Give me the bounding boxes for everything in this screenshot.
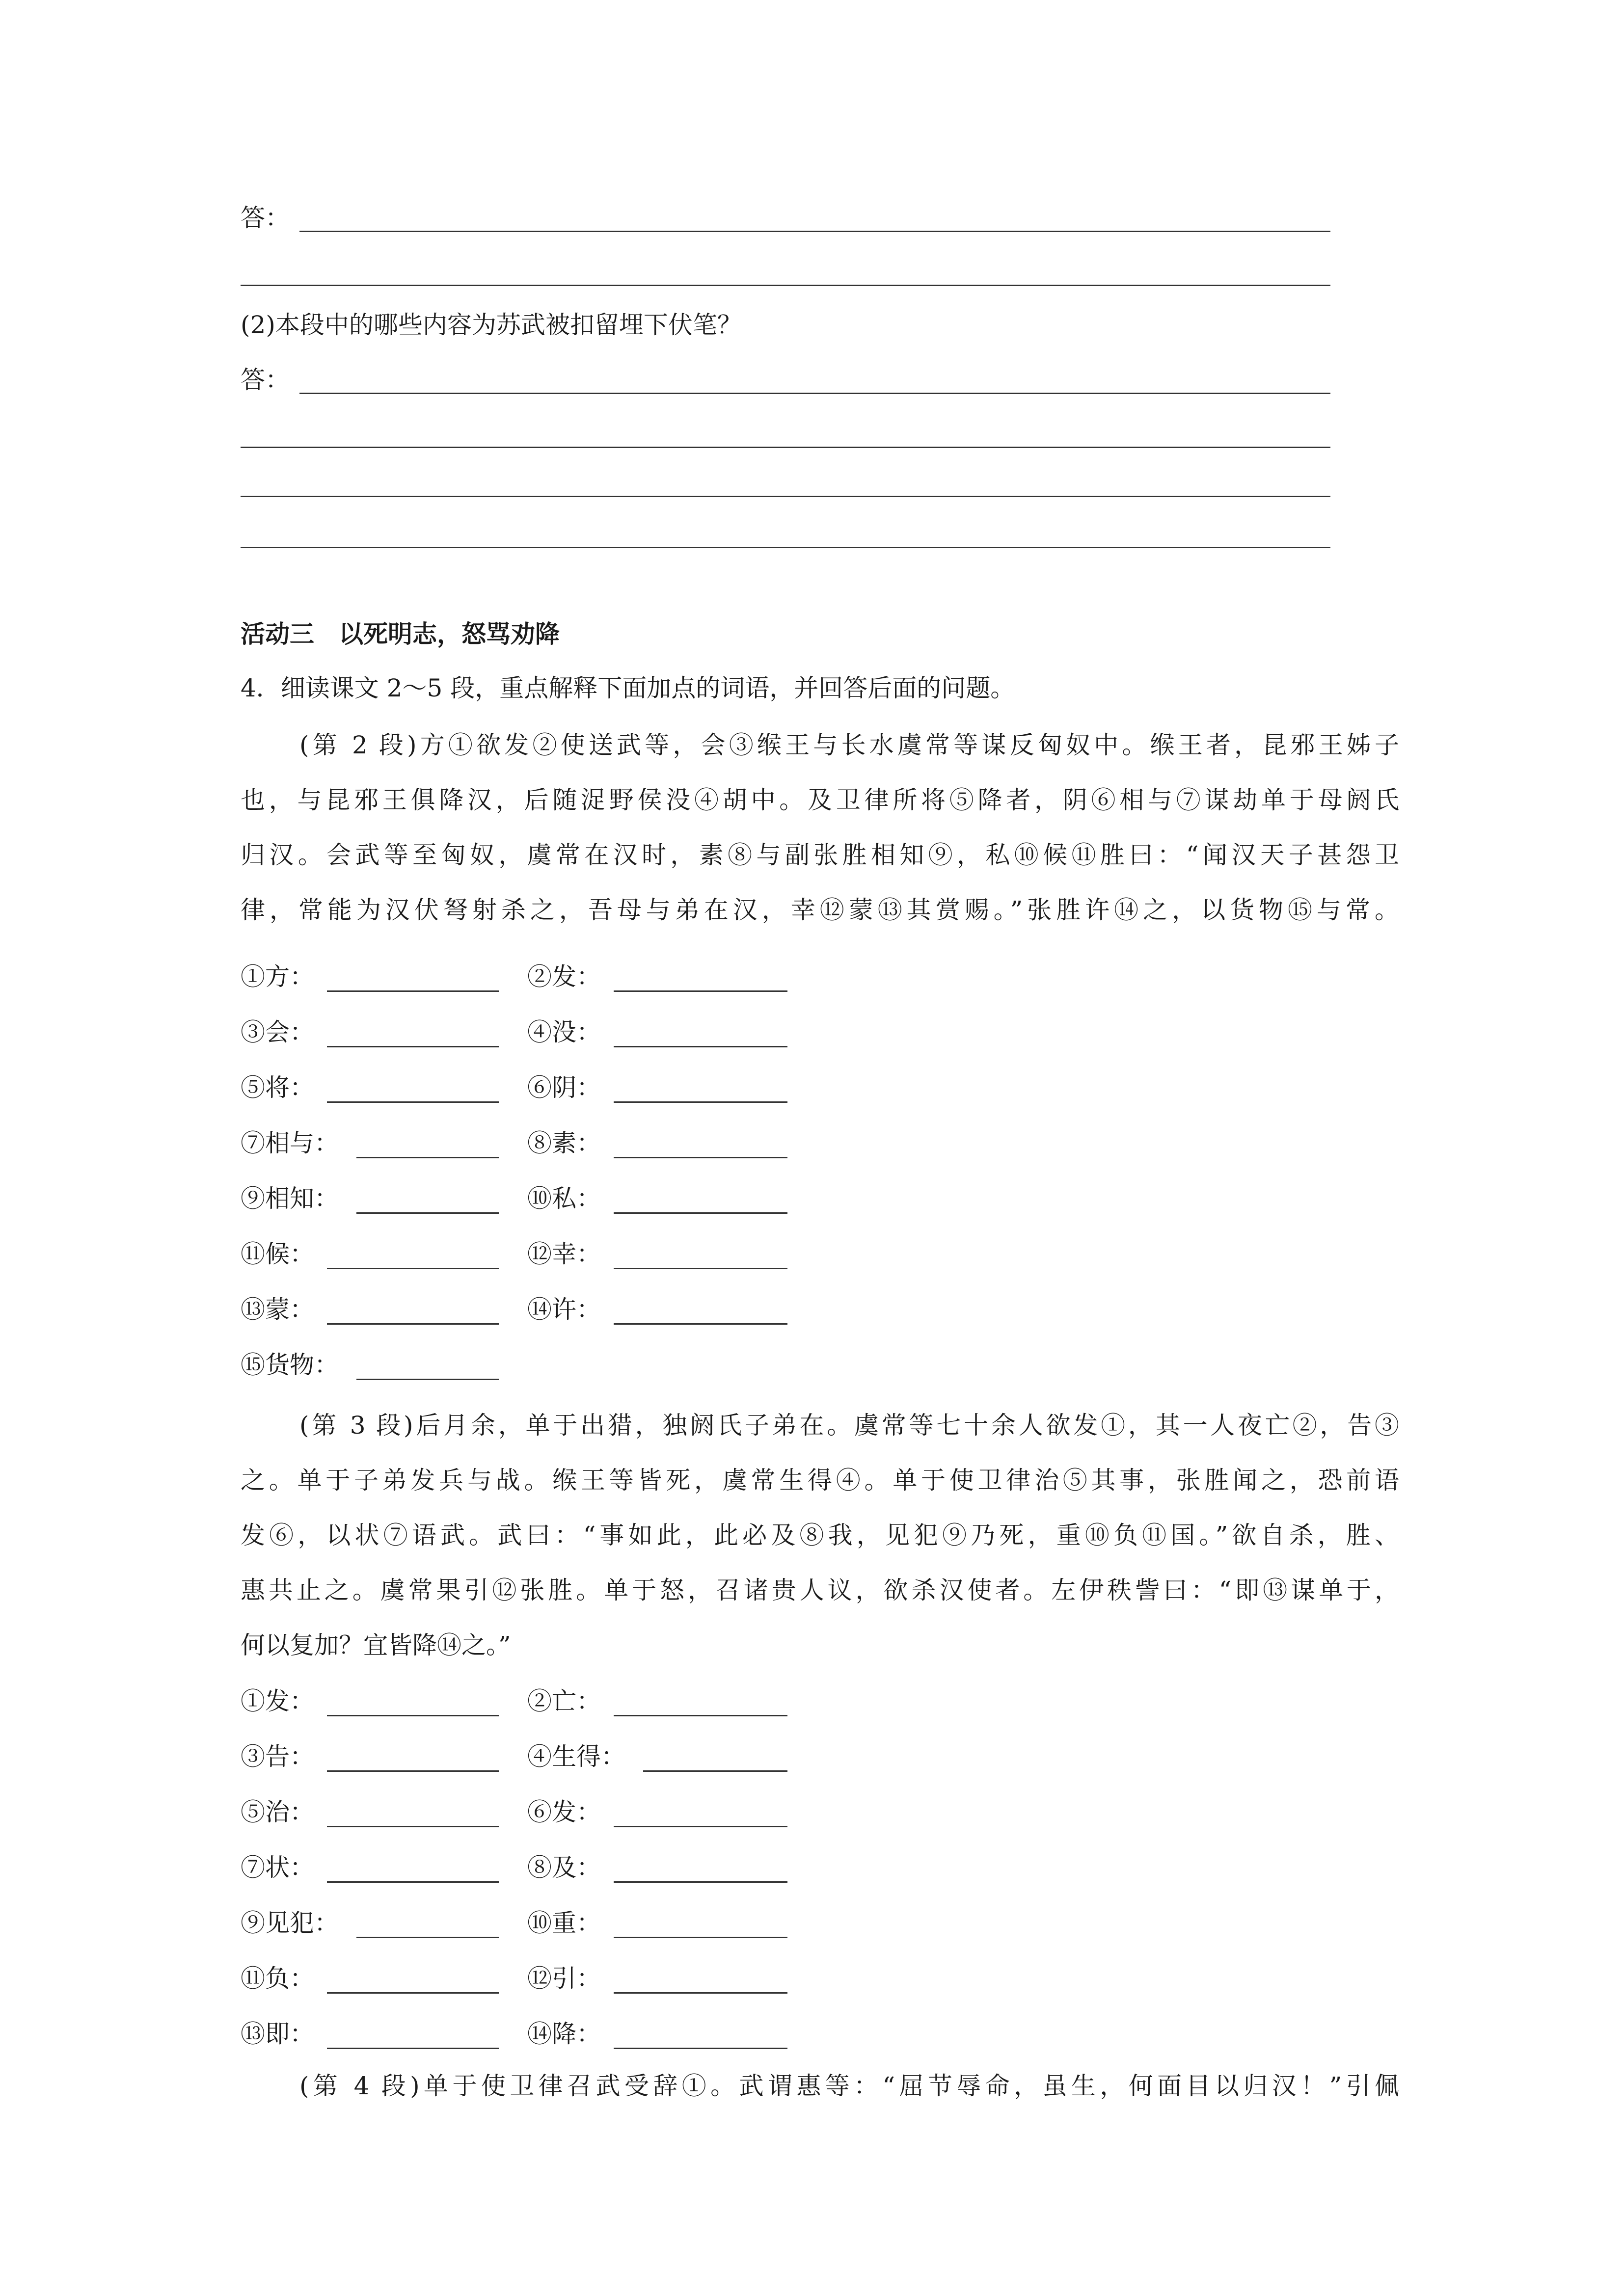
- vocab-label: ⑥发：: [527, 1798, 601, 1826]
- paragraph-line: 发⑥，以状⑦语武。武曰：“事如此，此必及⑧我，见犯⑨乃死，重⑩负⑪国。”欲自杀，胜、: [241, 1521, 1399, 1549]
- vocab-blank[interactable]: [614, 1268, 787, 1269]
- vocab-label: ⑧及：: [527, 1853, 601, 1882]
- vocab-blank[interactable]: [614, 1157, 787, 1158]
- answer-label: 答：: [241, 204, 290, 232]
- vocab-label: ①发：: [241, 1687, 314, 1715]
- vocab-blank[interactable]: [614, 1937, 787, 1938]
- vocab-blank[interactable]: [327, 1323, 499, 1325]
- vocab-blank[interactable]: [614, 1826, 787, 1827]
- answer-label: 答：: [241, 366, 290, 394]
- vocab-blank[interactable]: [356, 1157, 499, 1158]
- vocab-blank[interactable]: [327, 1101, 499, 1103]
- vocab-blank[interactable]: [327, 990, 499, 992]
- vocab-blank[interactable]: [614, 1992, 787, 1994]
- vocab-blank[interactable]: [327, 2048, 499, 2049]
- vocab-blank[interactable]: [327, 1715, 499, 1716]
- vocab-label: ⑬即：: [241, 2020, 314, 2048]
- vocab-label: ⑩私：: [527, 1184, 601, 1213]
- vocab-blank[interactable]: [356, 1379, 499, 1380]
- vocab-label: ⑩重：: [527, 1909, 601, 1937]
- vocab-label: ⑭许：: [527, 1295, 601, 1324]
- vocab-label: ④没：: [527, 1018, 601, 1046]
- vocab-label: ⑤治：: [241, 1798, 314, 1826]
- vocab-label: ⑤将：: [241, 1073, 314, 1102]
- question-2: (2)本段中的哪些内容为苏武被扣留埋下伏笔？: [241, 311, 742, 339]
- paragraph-line: (第 4 段)单于使卫律召武受辞①。武谓惠等：“屈节辱命，虽生，何面目以归汉！”引佩: [299, 2072, 1399, 2100]
- vocab-blank[interactable]: [327, 1770, 499, 1772]
- section-title: 活动三 以死明志，怒骂劝降: [241, 620, 560, 648]
- vocab-blank[interactable]: [327, 1881, 499, 1883]
- paragraph-3: [241, 1398, 1399, 1673]
- paragraph-4: [241, 2058, 1399, 2113]
- vocab-blank[interactable]: [327, 1268, 499, 1269]
- answer-line[interactable]: [241, 285, 1330, 286]
- vocab-blank[interactable]: [356, 1937, 499, 1938]
- vocab-label: ⑨相知：: [241, 1184, 339, 1213]
- vocab-label: ⑦相与：: [241, 1129, 339, 1157]
- answer-line[interactable]: [241, 447, 1330, 448]
- paragraph-line: 何以复加？宜皆降⑭之。”: [241, 1631, 511, 1659]
- vocab-blank[interactable]: [327, 1992, 499, 1994]
- vocab-label: ③告：: [241, 1742, 314, 1771]
- vocab-label: ⑫幸：: [527, 1240, 601, 1268]
- vocab-label: ①方：: [241, 962, 314, 991]
- vocab-label: ⑦状：: [241, 1853, 314, 1882]
- question-4: 4．细读课文 2～5 段，重点解释下面加点的词语，并回答后面的问题。: [241, 674, 1015, 702]
- vocab-blank[interactable]: [356, 1212, 499, 1214]
- vocab-blank[interactable]: [614, 2048, 787, 2049]
- vocab-blank[interactable]: [614, 990, 787, 992]
- vocab-blank[interactable]: [614, 1046, 787, 1047]
- vocab-blank[interactable]: [614, 1323, 787, 1325]
- paragraph-line: 之。单于子弟发兵与战。缑王等皆死，虞常生得④。单于使卫律治⑤其事，张胜闻之，恐前语: [241, 1466, 1399, 1495]
- vocab-label: ⑪负：: [241, 1964, 314, 1993]
- paragraph-line: 也，与昆邪王俱降汉，后随浞野侯没④胡中。及卫律所将⑤降者，阴⑥相与⑦谋劫单于母阏氏: [241, 786, 1399, 814]
- vocab-blank[interactable]: [327, 1046, 499, 1047]
- vocab-label: ⑭降：: [527, 2020, 601, 2048]
- answer-line[interactable]: [241, 547, 1330, 548]
- vocab-label: ⑨见犯：: [241, 1909, 339, 1937]
- vocab-label: ⑧素：: [527, 1129, 601, 1157]
- vocab-label: ③会：: [241, 1018, 314, 1046]
- vocab-label: ⑫引：: [527, 1964, 601, 1993]
- vocab-label: ⑬蒙：: [241, 1295, 314, 1324]
- vocab-label: ⑥阴：: [527, 1073, 601, 1102]
- paragraph-line: 惠共止之。虞常果引⑫张胜。单于怒，召诸贵人议，欲杀汉使者。左伊秩訾曰：“即⑬谋单于，: [241, 1576, 1399, 1604]
- answer-line[interactable]: [241, 496, 1330, 497]
- paragraph-line: 归汉。会武等至匈奴，虞常在汉时，素⑧与副张胜相知⑨，私⑩候⑪胜曰：“闻汉天子甚怨卫: [241, 841, 1399, 869]
- vocab-label: ⑪候：: [241, 1240, 314, 1268]
- vocab-label: ②亡：: [527, 1687, 601, 1715]
- vocab-blank[interactable]: [327, 1826, 499, 1827]
- vocab-label: ④生得：: [527, 1742, 625, 1771]
- answer-line[interactable]: [299, 231, 1330, 232]
- paragraph-line: (第 2 段)方①欲发②使送武等，会③缑王与长水虞常等谋反匈奴中。缑王者，昆邪王姊子: [299, 731, 1399, 759]
- vocab-blank[interactable]: [643, 1770, 787, 1772]
- paragraph-line: 律，常能为汉伏弩射杀之，吾母与弟在汉，幸⑫蒙⑬其赏赐。”张胜许⑭之，以货物⑮与常。: [241, 896, 1399, 924]
- vocab-label: ②发：: [527, 962, 601, 991]
- vocab-blank[interactable]: [614, 1881, 787, 1883]
- vocab-blank[interactable]: [614, 1101, 787, 1103]
- vocab-blank[interactable]: [614, 1715, 787, 1716]
- paragraph-2: [241, 718, 1399, 937]
- answer-line[interactable]: [299, 393, 1330, 394]
- vocab-blank[interactable]: [614, 1212, 787, 1214]
- vocab-label: ⑮货物：: [241, 1351, 339, 1379]
- paragraph-line: (第 3 段)后月余，单于出猎，独阏氏子弟在。虞常等七十余人欲发①，其一人夜亡②，告③: [299, 1411, 1399, 1440]
